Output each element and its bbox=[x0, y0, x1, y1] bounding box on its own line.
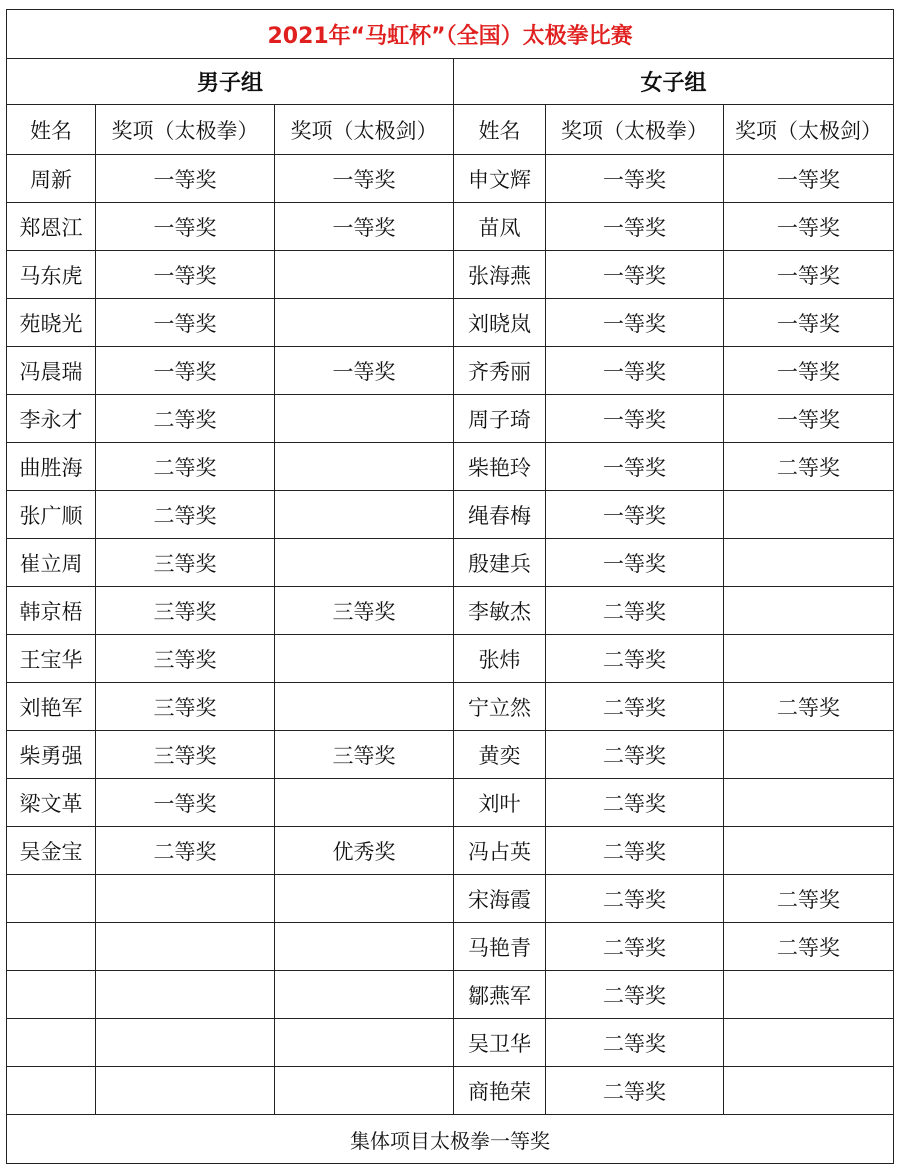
female-name-cell: 宋海霞 bbox=[454, 875, 546, 923]
male-name-cell: 柴勇强 bbox=[7, 731, 96, 779]
female-jian-cell bbox=[724, 779, 894, 827]
female-quan-cell: 一等奖 bbox=[546, 347, 724, 395]
female-name-cell: 宁立然 bbox=[454, 683, 546, 731]
female-quan-cell: 二等奖 bbox=[546, 731, 724, 779]
male-quan-cell bbox=[96, 923, 275, 971]
male-quan-cell: 一等奖 bbox=[96, 203, 275, 251]
female-quan-cell: 一等奖 bbox=[546, 251, 724, 299]
male-name-cell: 李永才 bbox=[7, 395, 96, 443]
female-name-cell: 柴艳玲 bbox=[454, 443, 546, 491]
female-name-cell: 苗凤 bbox=[454, 203, 546, 251]
male-quan-cell: 一等奖 bbox=[96, 779, 275, 827]
female-quan-cell: 二等奖 bbox=[546, 875, 724, 923]
female-quan-cell: 一等奖 bbox=[546, 203, 724, 251]
female-group-header: 女子组 bbox=[454, 59, 894, 105]
male-name-cell: 苑晓光 bbox=[7, 299, 96, 347]
team-award-footer: 集体项目太极拳一等奖 bbox=[7, 1115, 894, 1164]
table-row bbox=[7, 587, 894, 635]
male-name-cell: 张广顺 bbox=[7, 491, 96, 539]
male-name-cell: 刘艳军 bbox=[7, 683, 96, 731]
table-row bbox=[7, 971, 894, 1019]
female-quan-cell: 一等奖 bbox=[546, 491, 724, 539]
female-name-cell: 殷建兵 bbox=[454, 539, 546, 587]
table-row bbox=[7, 299, 894, 347]
female-jian-cell: 一等奖 bbox=[724, 155, 894, 203]
male-quan-cell: 一等奖 bbox=[96, 251, 275, 299]
male-quan-cell: 一等奖 bbox=[96, 155, 275, 203]
male-jian-cell bbox=[275, 443, 454, 491]
female-name-cell: 齐秀丽 bbox=[454, 347, 546, 395]
female-name-cell: 黄奕 bbox=[454, 731, 546, 779]
female-quan-cell: 二等奖 bbox=[546, 587, 724, 635]
male-quan-cell bbox=[96, 971, 275, 1019]
male-quan-cell: 一等奖 bbox=[96, 299, 275, 347]
male-quan-cell bbox=[96, 1067, 275, 1115]
female-jian-cell bbox=[724, 827, 894, 875]
table-row bbox=[7, 779, 894, 827]
female-jian-header: 奖项（太极剑） bbox=[724, 105, 894, 155]
male-jian-cell bbox=[275, 683, 454, 731]
male-jian-cell bbox=[275, 395, 454, 443]
female-name-cell: 周子琦 bbox=[454, 395, 546, 443]
male-quan-cell: 二等奖 bbox=[96, 443, 275, 491]
male-jian-header: 奖项（太极剑） bbox=[275, 105, 454, 155]
male-name-cell: 冯晨瑞 bbox=[7, 347, 96, 395]
male-name-cell: 崔立周 bbox=[7, 539, 96, 587]
table-row bbox=[7, 683, 894, 731]
female-quan-cell: 一等奖 bbox=[546, 155, 724, 203]
table-row bbox=[7, 347, 894, 395]
female-quan-cell: 二等奖 bbox=[546, 779, 724, 827]
female-jian-cell: 二等奖 bbox=[724, 443, 894, 491]
male-quan-cell: 二等奖 bbox=[96, 491, 275, 539]
male-jian-cell bbox=[275, 1067, 454, 1115]
female-quan-cell: 二等奖 bbox=[546, 683, 724, 731]
female-name-cell: 冯占英 bbox=[454, 827, 546, 875]
female-jian-cell: 一等奖 bbox=[724, 395, 894, 443]
table-row bbox=[7, 1019, 894, 1067]
male-jian-cell bbox=[275, 539, 454, 587]
table-row bbox=[7, 731, 894, 779]
female-quan-cell: 二等奖 bbox=[546, 827, 724, 875]
male-group-header: 男子组 bbox=[7, 59, 454, 105]
male-name-cell: 马东虎 bbox=[7, 251, 96, 299]
female-jian-cell: 二等奖 bbox=[724, 875, 894, 923]
male-jian-cell: 三等奖 bbox=[275, 731, 454, 779]
female-jian-cell bbox=[724, 971, 894, 1019]
female-jian-cell bbox=[724, 1019, 894, 1067]
table-row bbox=[7, 923, 894, 971]
male-quan-cell: 二等奖 bbox=[96, 395, 275, 443]
male-name-cell bbox=[7, 1067, 96, 1115]
male-name-cell: 梁文革 bbox=[7, 779, 96, 827]
male-quan-cell: 三等奖 bbox=[96, 731, 275, 779]
female-name-cell: 吴卫华 bbox=[454, 1019, 546, 1067]
male-jian-cell bbox=[275, 299, 454, 347]
table-row bbox=[7, 635, 894, 683]
male-name-header: 姓名 bbox=[7, 105, 96, 155]
female-jian-cell bbox=[724, 539, 894, 587]
female-name-cell: 张海燕 bbox=[454, 251, 546, 299]
table-row bbox=[7, 491, 894, 539]
male-quan-cell: 三等奖 bbox=[96, 683, 275, 731]
male-jian-cell bbox=[275, 635, 454, 683]
female-quan-header: 奖项（太极拳） bbox=[546, 105, 724, 155]
female-jian-cell: 二等奖 bbox=[724, 923, 894, 971]
male-jian-cell bbox=[275, 491, 454, 539]
table-row bbox=[7, 539, 894, 587]
table-row bbox=[7, 395, 894, 443]
male-name-cell bbox=[7, 923, 96, 971]
male-name-cell: 吴金宝 bbox=[7, 827, 96, 875]
female-jian-cell bbox=[724, 587, 894, 635]
female-name-cell: 商艳荣 bbox=[454, 1067, 546, 1115]
male-jian-cell bbox=[275, 971, 454, 1019]
male-jian-cell: 一等奖 bbox=[275, 347, 454, 395]
table-row bbox=[7, 1067, 894, 1115]
table-row bbox=[7, 875, 894, 923]
female-quan-cell: 二等奖 bbox=[546, 1067, 724, 1115]
male-jian-cell: 优秀奖 bbox=[275, 827, 454, 875]
female-jian-cell: 一等奖 bbox=[724, 347, 894, 395]
female-name-cell: 刘叶 bbox=[454, 779, 546, 827]
female-quan-cell: 一等奖 bbox=[546, 539, 724, 587]
male-name-cell bbox=[7, 1019, 96, 1067]
male-jian-cell bbox=[275, 875, 454, 923]
female-jian-cell: 一等奖 bbox=[724, 251, 894, 299]
male-quan-header: 奖项（太极拳） bbox=[96, 105, 275, 155]
male-name-cell: 王宝华 bbox=[7, 635, 96, 683]
female-quan-cell: 一等奖 bbox=[546, 299, 724, 347]
table-title: 2021年“马虹杯”（全国）太极拳比赛 bbox=[7, 10, 894, 59]
female-name-cell: 申文辉 bbox=[454, 155, 546, 203]
awards-table bbox=[6, 9, 894, 1164]
female-name-cell: 李敏杰 bbox=[454, 587, 546, 635]
male-quan-cell: 三等奖 bbox=[96, 635, 275, 683]
male-jian-cell bbox=[275, 779, 454, 827]
female-name-cell: 绳春梅 bbox=[454, 491, 546, 539]
male-name-cell: 郑恩江 bbox=[7, 203, 96, 251]
male-jian-cell bbox=[275, 923, 454, 971]
female-jian-cell: 二等奖 bbox=[724, 683, 894, 731]
male-quan-cell bbox=[96, 875, 275, 923]
male-jian-cell bbox=[275, 251, 454, 299]
male-jian-cell: 三等奖 bbox=[275, 587, 454, 635]
male-quan-cell: 二等奖 bbox=[96, 827, 275, 875]
table-row bbox=[7, 443, 894, 491]
male-jian-cell: 一等奖 bbox=[275, 155, 454, 203]
female-quan-cell: 一等奖 bbox=[546, 443, 724, 491]
female-quan-cell: 二等奖 bbox=[546, 635, 724, 683]
female-quan-cell: 一等奖 bbox=[546, 395, 724, 443]
male-name-cell: 曲胜海 bbox=[7, 443, 96, 491]
female-quan-cell: 二等奖 bbox=[546, 923, 724, 971]
male-quan-cell: 一等奖 bbox=[96, 347, 275, 395]
female-jian-cell bbox=[724, 731, 894, 779]
female-name-header: 姓名 bbox=[454, 105, 546, 155]
female-jian-cell: 一等奖 bbox=[724, 203, 894, 251]
female-name-cell: 张炜 bbox=[454, 635, 546, 683]
male-quan-cell bbox=[96, 1019, 275, 1067]
female-jian-cell bbox=[724, 491, 894, 539]
female-jian-cell bbox=[724, 1067, 894, 1115]
male-name-cell bbox=[7, 875, 96, 923]
table-row bbox=[7, 155, 894, 203]
male-name-cell: 周新 bbox=[7, 155, 96, 203]
female-quan-cell: 二等奖 bbox=[546, 971, 724, 1019]
female-jian-cell: 一等奖 bbox=[724, 299, 894, 347]
male-name-cell bbox=[7, 971, 96, 1019]
male-quan-cell: 三等奖 bbox=[96, 539, 275, 587]
female-name-cell: 鄒燕军 bbox=[454, 971, 546, 1019]
male-jian-cell bbox=[275, 1019, 454, 1067]
table-row bbox=[7, 251, 894, 299]
table-row bbox=[7, 827, 894, 875]
male-name-cell: 韩京梧 bbox=[7, 587, 96, 635]
male-quan-cell: 三等奖 bbox=[96, 587, 275, 635]
female-quan-cell: 二等奖 bbox=[546, 1019, 724, 1067]
male-jian-cell: 一等奖 bbox=[275, 203, 454, 251]
female-name-cell: 刘晓岚 bbox=[454, 299, 546, 347]
table-row bbox=[7, 203, 894, 251]
female-name-cell: 马艳青 bbox=[454, 923, 546, 971]
female-jian-cell bbox=[724, 635, 894, 683]
